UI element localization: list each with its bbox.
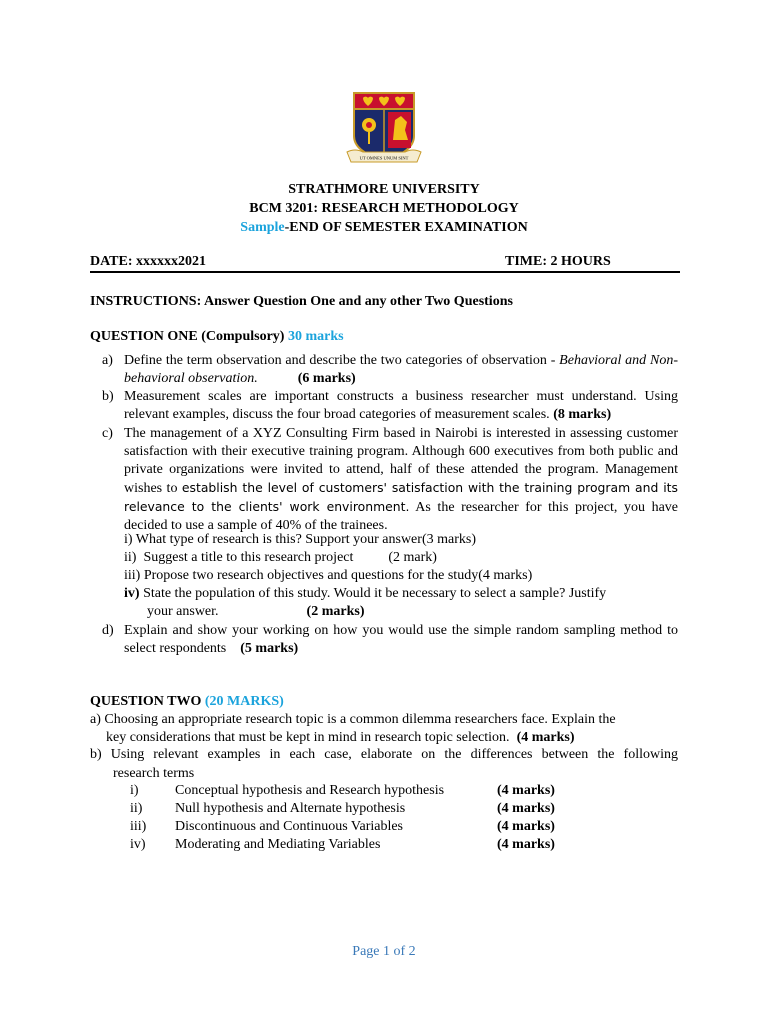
q1-heading <box>90 328 344 346</box>
item-marks: (4 marks) <box>497 837 555 852</box>
q1-a-text: Define the term observation and describe the two categories of observation - Behavioral and Non-behavioral observation. (6 marks) <box>124 353 678 386</box>
item-number: iv) <box>130 837 146 852</box>
q1-b-label: b) <box>102 389 114 404</box>
q1-d-label: d) <box>102 623 114 638</box>
item-text: Conceptual hypothesis and Research hypothesis <box>175 783 445 798</box>
university-crest <box>345 90 423 168</box>
q1-c-label: c) <box>102 426 113 441</box>
q1-part-d <box>90 622 682 658</box>
q1-a-italic: Behavioral and Non-behavioral observation. <box>124 353 678 386</box>
q1-part-b <box>90 388 678 424</box>
q1-c-mono: establish the level of customers' satisfaction with the training program and its relevance to the clients' work environment. <box>124 480 678 514</box>
q1-part-a <box>90 352 678 388</box>
item-number: i) <box>130 783 139 798</box>
exam-time: TIME: 2 HOURS <box>505 254 611 269</box>
q2-b-line2: research terms <box>113 766 195 781</box>
q1-a-label: a) <box>102 353 113 368</box>
item-text: Discontinuous and Continuous Variables <box>175 819 404 834</box>
header-divider <box>90 271 680 273</box>
item-text: Moderating and Mediating Variables <box>175 837 381 852</box>
item-text: Null hypothesis and Alternate hypothesis <box>175 801 406 816</box>
q1-d-text: Explain and show your working on how you would use the simple random sampling method to select respondents (5 marks) <box>124 623 682 656</box>
q1-c-iv-answer: your answer. (2 marks) <box>147 604 365 619</box>
q1-c-text: The management of a XYZ Consulting Firm based in Nairobi is interested in assessing customer satisfaction with their executive training program. Although 600 executives from both public and private organizations were invited to attend, half of these attended the program. Management wishes to establish the level of customers' satisfaction with the training program and its relevance to the clients' work environment. As the researcher for this project, you have decided to use a sample of 40% of the trainees. <box>124 426 678 533</box>
q1-title: QUESTION ONE (Compulsory) <box>90 329 288 344</box>
exam-date: DATE: xxxxxx2021 <box>90 254 207 269</box>
exam-title <box>0 219 768 237</box>
q2-a-line1: a) Choosing an appropriate research topic is a common dilemma researchers face. Explain the <box>90 712 616 727</box>
q1-c-i: i) What type of research is this? Support your answer(3 marks) <box>124 532 476 547</box>
q1-a-marks: (6 marks) <box>297 371 356 386</box>
crest-motto: UT OMNES UNUM SINT <box>359 155 409 161</box>
q2-title: QUESTION TWO <box>90 694 205 709</box>
q1-c-iv: iv) State the population of this study. Would it be necessary to select a sample? Justify <box>124 586 607 601</box>
item-marks: (4 marks) <box>497 783 555 798</box>
exam-prefix: Sample <box>240 220 285 235</box>
q2-a-line2: key considerations that must be kept in mind in research topic selection. (4 marks) <box>106 730 575 745</box>
q1-c-ii: ii) Suggest a title to this research project (2 mark) <box>124 550 437 565</box>
item-number: iii) <box>130 819 147 834</box>
university-name: STRATHMORE UNIVERSITY <box>288 182 480 197</box>
q1-b-marks: (8 marks) <box>553 407 612 422</box>
item-marks: (4 marks) <box>497 819 555 834</box>
q2-heading <box>90 693 284 711</box>
q1-part-c <box>90 425 678 535</box>
q2-a-marks: (4 marks) <box>516 730 575 745</box>
q1-c-iv-label: iv) <box>124 586 140 601</box>
q1-marks: 30 marks <box>287 329 344 344</box>
item-marks: (4 marks) <box>497 801 555 816</box>
course-title: BCM 3201: RESEARCH METHODOLOGY <box>249 201 519 216</box>
q1-b-text: Measurement scales are important constructs a business researcher must understand. Using relevant examples, discuss the four broad categories of measurement scales. (8 marks) <box>124 389 678 422</box>
page-number: Page 1 of 2 <box>352 944 416 959</box>
q2-b-line1: b) Using relevant examples in each case, elaborate on the differences between the following <box>90 747 678 762</box>
q1-d-marks: (5 marks) <box>240 641 299 656</box>
q1-c-iv-marks: (2 marks) <box>306 604 365 619</box>
exam-rest: -END OF SEMESTER EXAMINATION <box>284 220 528 235</box>
q1-c-iii: iii) Propose two research objectives and questions for the study(4 marks) <box>124 568 533 583</box>
item-number: ii) <box>130 801 143 816</box>
q2-marks: (20 MARKS) <box>204 694 284 709</box>
instructions: INSTRUCTIONS: Answer Question One and any other Two Questions <box>90 294 513 309</box>
